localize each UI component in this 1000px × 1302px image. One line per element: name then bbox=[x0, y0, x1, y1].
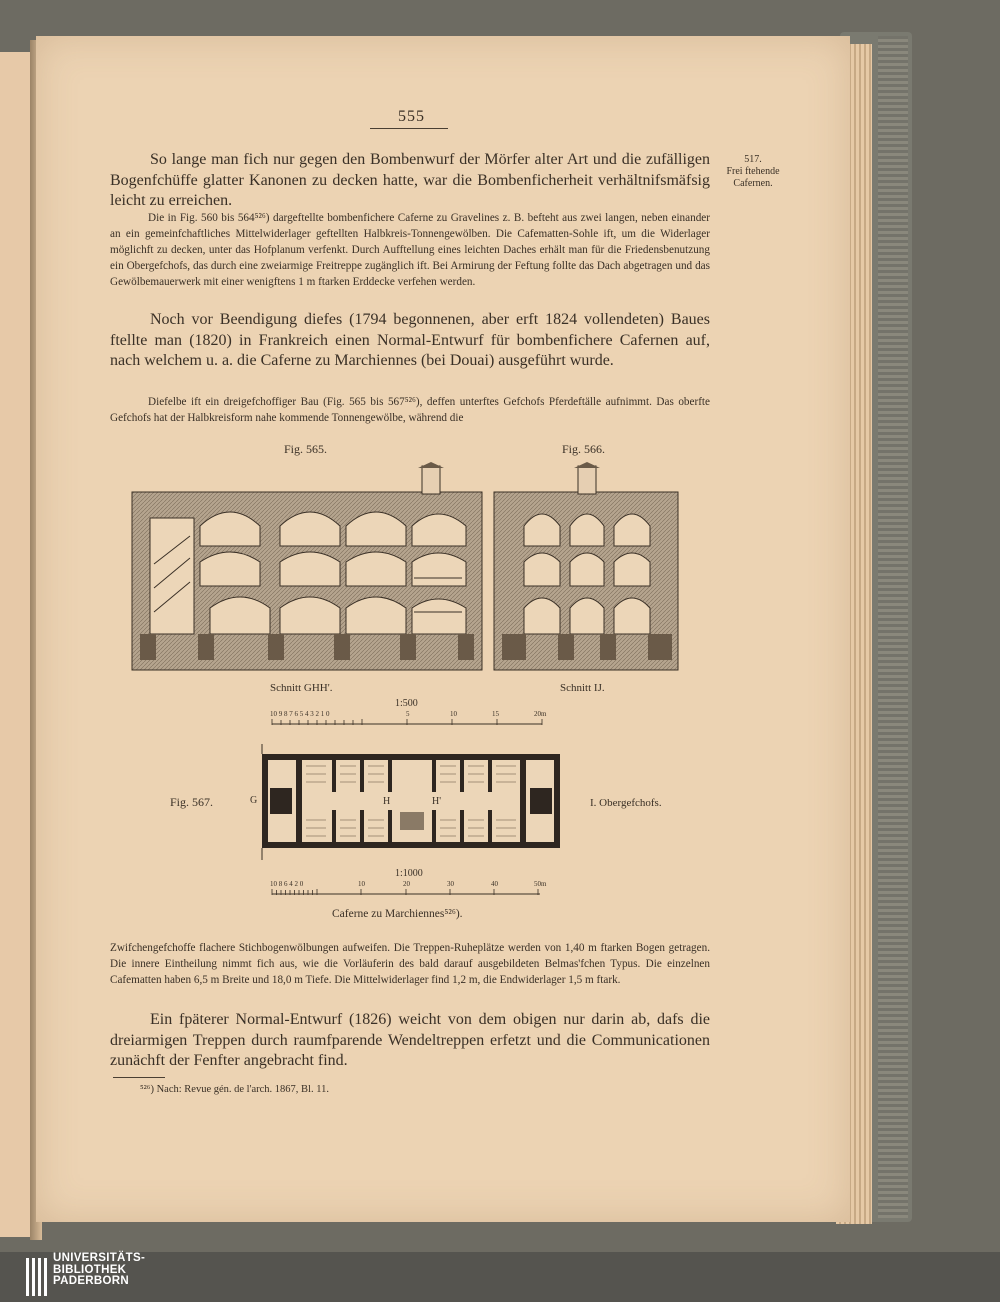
plan-mark-g: G bbox=[250, 795, 258, 806]
paragraph-4: Diefelbe ift ein dreigefchoffiger Bau (Fig. 565 bis 567⁵²⁶), deffen unterftes Gefchofs Pferdeftälle aufnimmt. Das oberfte Gefchofs hat der Halbkreisform nahe kommende Tonnengewölbe, während die bbox=[110, 396, 710, 424]
library-line-2: BIBLIOTHEK bbox=[53, 1263, 127, 1276]
page-number-rule bbox=[370, 128, 448, 129]
scale-2-bar bbox=[272, 888, 548, 896]
fig-567-label: Fig. 567. bbox=[170, 795, 214, 809]
scale-1-bar bbox=[272, 718, 548, 726]
scale-2-title: 1:1000 bbox=[395, 868, 423, 879]
scale-1-tick-1: 5 bbox=[406, 710, 410, 718]
scale-1-tick-4: 20m bbox=[534, 710, 547, 718]
scale-2-tick-3: 30 bbox=[447, 880, 454, 888]
paragraph-1: So lange man fich nur gegen den Bombenwurf der Mörfer alter Art und die zufälligen Bogenfchüffe glatter Kanonen zu decken hatte, war die Bombenficherheit verhältnifsmäfsig leicht zu erreichen. bbox=[110, 151, 710, 209]
library-line-1: UNIVERSITÄTS- bbox=[53, 1252, 146, 1264]
scale-1-tick-0: 10 9 8 7 6 5 4 3 2 1 0 bbox=[270, 710, 330, 718]
scale-2-tick-5: 50m bbox=[534, 880, 547, 888]
margin-note-line1: Frei ftehende bbox=[726, 166, 780, 177]
library-footer-bar bbox=[0, 1252, 1000, 1302]
scale-1-tick-3: 15 bbox=[492, 710, 499, 718]
page-number: 555 bbox=[398, 108, 425, 125]
margin-note-number: 517. bbox=[744, 154, 762, 165]
fig-566-label: Fig. 566. bbox=[562, 442, 606, 456]
plan-mark-h-prime: H' bbox=[432, 796, 442, 807]
fig-566-caption: Schnitt IJ. bbox=[560, 682, 605, 694]
paragraph-5: Zwifchengefchoffe flachere Stichbogenwölbungen aufweifen. Die Treppen-Ruheplätze werden von 1,40 m ftarken Bogen getragen. Die innere Eintheilung nimmt fich aus, wie die Vorläuferin des bald darauf ausgebildeten Belmas'fchen Typus. Die einzelnen Cafematten haben 6,5 m Breite und 18,0 m Tiefe. Die Mittelwiderlager find 1,2 m, die Endwiderlager 1,5 m ftark. bbox=[110, 942, 710, 986]
fig-567-side-label: I. Obergefchofs. bbox=[590, 797, 662, 809]
library-logo-icon bbox=[24, 1258, 48, 1296]
margin-note-line2: Cafernen. bbox=[733, 178, 773, 189]
plan-mark-h: H bbox=[383, 796, 391, 807]
fig-567-caption: Caferne zu Marchiennes⁵²⁶). bbox=[332, 908, 463, 920]
scale-1-tick-2: 10 bbox=[450, 710, 457, 718]
fig-566-section-drawing bbox=[494, 462, 680, 672]
margin-note bbox=[718, 154, 788, 190]
fig-565-caption: Schnitt GHH'. bbox=[270, 682, 333, 694]
scale-2-tick-4: 40 bbox=[491, 880, 498, 888]
fig-565-section-drawing bbox=[132, 462, 484, 672]
fig-567-plan-drawing bbox=[256, 744, 564, 864]
paragraph-3: Noch vor Beendigung diefes (1794 begonnenen, aber erft 1824 vollendeten) Baues ftellte man (1820) in Frankreich einen Normal-Entwurf für bombenfichere Cafernen auf, nach welchem u. a. die Caferne zu Marchiennes (bei Douai) ausgeführt wurde. bbox=[110, 311, 710, 369]
footnote: ⁵²⁶) Nach: Revue gén. de l'arch. 1867, Bl. 11. bbox=[140, 1084, 329, 1095]
scale-1-title: 1:500 bbox=[395, 698, 418, 709]
footnote-rule bbox=[113, 1077, 165, 1078]
library-logo-text bbox=[53, 1253, 145, 1288]
library-line-3: PADERBORN bbox=[53, 1275, 129, 1287]
paragraph-6: Ein fpäterer Normal-Entwurf (1826) weicht von dem obigen nur darin ab, dafs die dreiarmigen Treppen durch raumfparende Wendeltreppen erfetzt und die Communicationen zunächft der Fenfter angebracht find. bbox=[110, 1011, 710, 1069]
paragraph-2: Die in Fig. 560 bis 564⁵²⁶) dargeftellte bombenfichere Caferne zu Gravelines z. B. befteht aus zwei langen, neben einander an ein gemeinfchaftliches Mittelwiderlager geftellten Halbkreis-Tonnengewölben. Die Cafematten-Sohle ift, um die Widerlager möglichft zu decken, unter das Hofplanum verfenkt. Durch Aufftellung eines leichten Daches erhält man für die Friedensbenutzung ein Obergefchofs, das durch eine zweiarmige Freitreppe zugänglich ift. Bei Armirung der Feftung follte das Dach abgetragen und das Gewölbemauerwerk mit einer wenigftens 1 m ftarken Erddecke verfehen werden. bbox=[110, 212, 710, 288]
scale-2-tick-2: 20 bbox=[403, 880, 410, 888]
scale-2-tick-0: 10 8 6 4 2 0 bbox=[270, 880, 304, 888]
scale-2-tick-1: 10 bbox=[358, 880, 365, 888]
cover-edge bbox=[878, 36, 908, 1218]
fig-565-label: Fig. 565. bbox=[284, 442, 328, 456]
